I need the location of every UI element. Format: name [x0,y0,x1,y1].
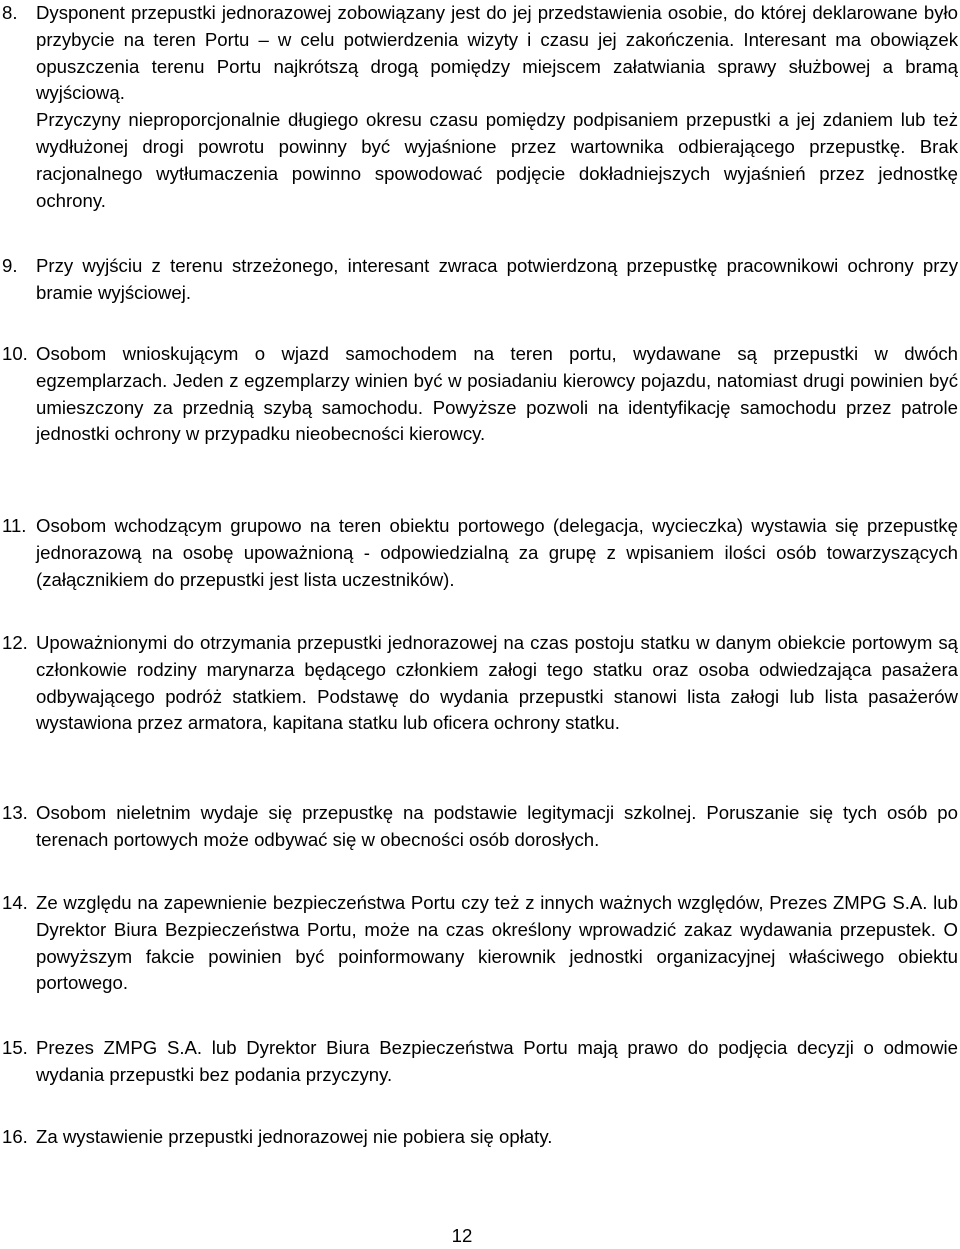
item-number: 13. [2,802,28,823]
paragraph: Prezes ZMPG S.A. lub Dyrektor Biura Bezpieczeństwa Portu mają prawo do podjęcia decyzji o odmowie wydania przepustki bez podania przyczyny. [36,1037,958,1085]
item-text [36,0,958,214]
item-number: 11. [2,515,27,536]
list-item-12 [0,630,958,737]
item-text [36,1124,958,1151]
item-text [36,1035,958,1089]
paragraph: Przyczyny nieproporcjonalnie długiego okresu czasu pomiędzy podpisaniem przepustki a jej zdaniem lub też wydłużonej drogi powrotu powinny być wyjaśnione przez wartownika odbierającego przepustkę. Brak racjonalnego wytłumaczenia powinno spowodować podjęcie dokładniejszych wyjaśnień przez jednostkę ochrony. [36,109,958,211]
list-item-14 [0,890,958,997]
item-number: 9. [2,255,18,276]
paragraph: Dysponent przepustki jednorazowej zobowiązany jest do jej przedstawienia osobie, do której deklarowane było przybycie na teren Portu – w celu potwierdzenia wizyty i czasu jej zakończenia. Interesant ma obowiązek opuszczenia terenu Portu najkrótszą drogą pomiędzy miejscem załatwiania sprawy służbowej a bramą wyjściową. [36,2,958,104]
item-number: 8. [2,2,18,23]
item-text [36,341,958,448]
paragraph: Osobom nieletnim wydaje się przepustkę na podstawie legitymacji szkolnej. Poruszanie się tych osób po terenach portowych może odbywać się w obecności osób dorosłych. [36,802,958,850]
list-item-11 [0,513,958,593]
paragraph: Ze względu na zapewnienie bezpieczeństwa Portu czy też z innych ważnych względów, Prezes ZMPG S.A. lub Dyrektor Biura Bezpieczeństwa Portu, może na czas określony wprowadzić zakaz wydawania przepustek. O powyższym fakcie powinien być poinformowany kierownik jednostki organizacyjnej właściwego obiektu portowego. [36,892,958,994]
list-item-9 [0,253,958,307]
item-number: 14. [2,892,28,913]
item-number: 10. [2,343,28,364]
item-text [36,513,958,593]
item-text [36,890,958,997]
paragraph: Przy wyjściu z terenu strzeżonego, interesant zwraca potwierdzoną przepustkę pracownikowi ochrony przy bramie wyjściowej. [36,255,958,303]
item-number: 16. [2,1126,28,1147]
item-text [36,800,958,854]
item-number: 15. [2,1037,28,1058]
paragraph: Za wystawienie przepustki jednorazowej nie pobiera się opłaty. [36,1126,553,1147]
page-number: 12 [451,1225,473,1246]
list-item-15 [0,1035,958,1089]
item-text [36,253,958,307]
list-item-10 [0,341,958,448]
item-text [36,630,958,737]
list-item-16 [0,1124,958,1151]
paragraph: Osobom wchodzącym grupowo na teren obiektu portowego (delegacja, wycieczka) wystawia się przepustkę jednorazową na osobę upoważnioną - odpowiedzialną za grupę z wpisaniem ilości osób towarzyszących (załącznikiem do przepustki jest lista uczestników). [36,515,958,590]
list-item-8 [0,0,958,214]
list-item-13 [0,800,958,854]
item-number: 12. [2,632,28,653]
paragraph: Osobom wnioskującym o wjazd samochodem na teren portu, wydawane są przepustki w dwóch egzemplarzach. Jeden z egzemplarzy winien być w posiadaniu kierowcy pojazdu, natomiast drugi powinien być umieszczony za przednią szybą samochodu. Powyższe pozwoli na identyfikację samochodu przez patrole jednostki ochrony w przypadku nieobecności kierowcy. [36,343,958,445]
paragraph: Upoważnionymi do otrzymania przepustki jednorazowej na czas postoju statku w danym obiekcie portowym są członkowie rodziny marynarza będącego członkiem załogi tego statku oraz osoba odwiedzająca pasażera odbywającego podróż statkiem. Podstawę do wydania przepustki stanowi lista załogi lub lista pasażerów wystawiona przez armatora, kapitana statku lub oficera ochrony statku. [36,632,958,734]
